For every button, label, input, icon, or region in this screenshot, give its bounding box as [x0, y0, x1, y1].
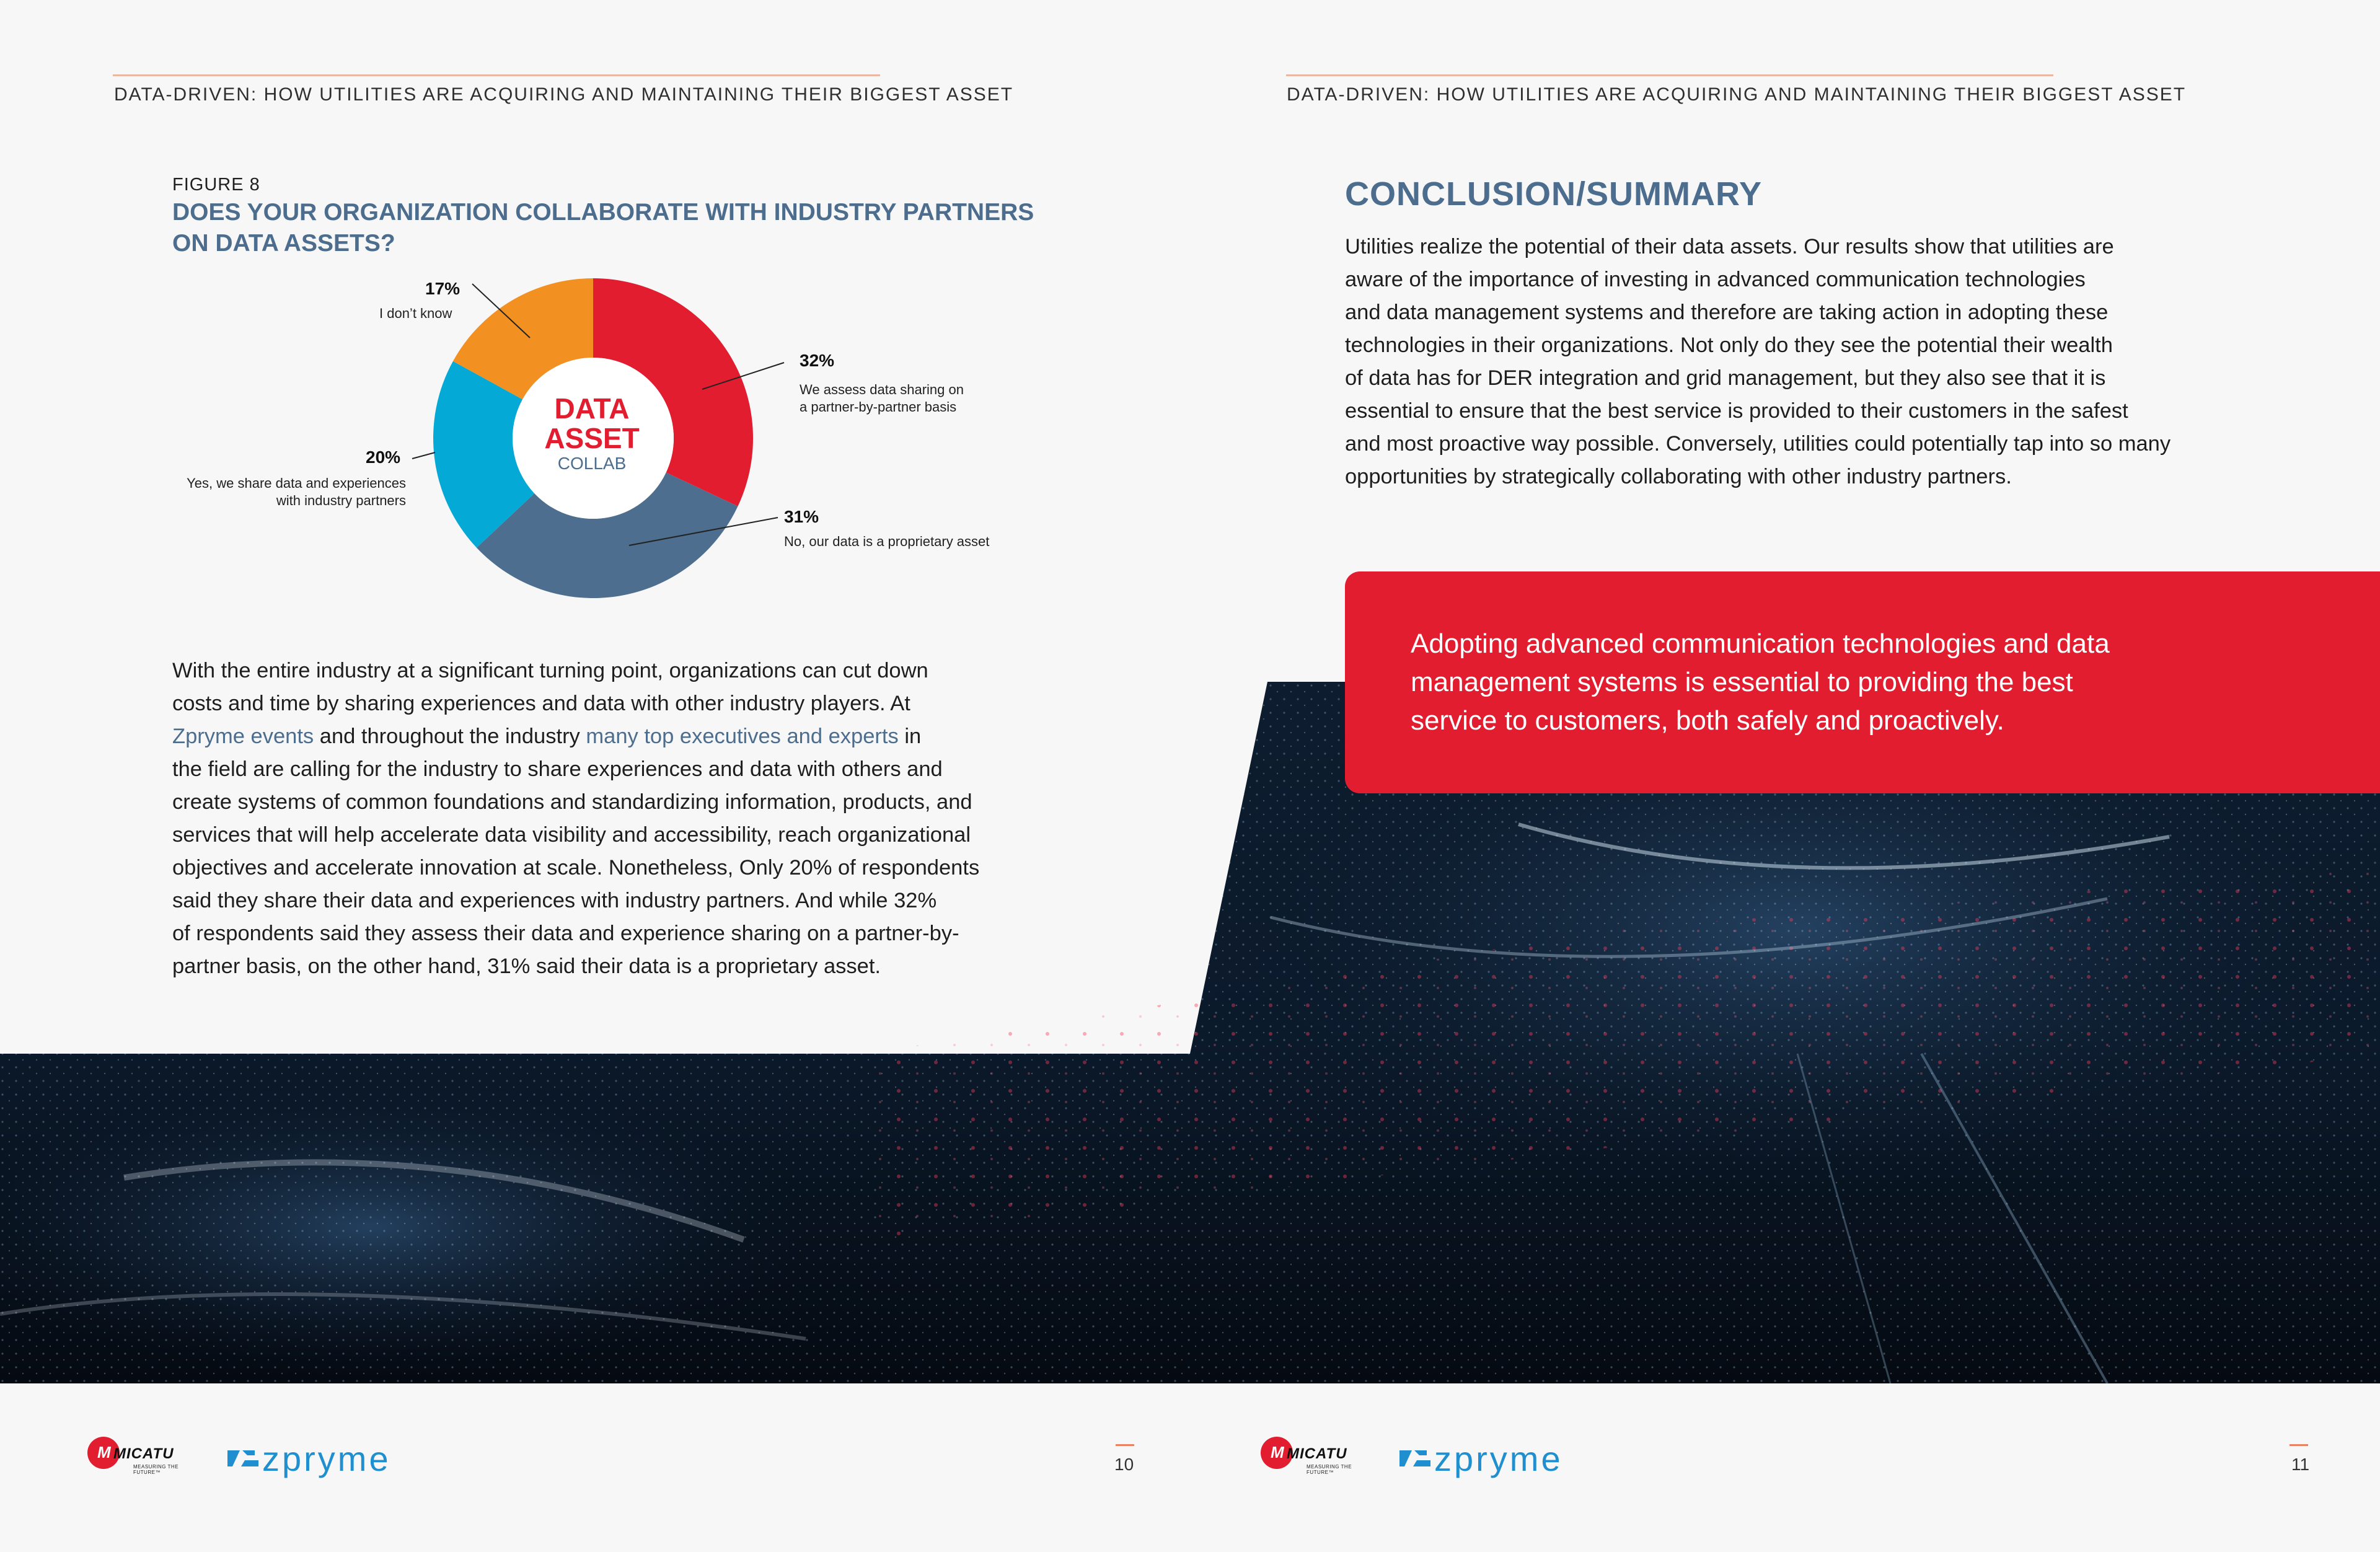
body-line: With the entire industry at a significant turning point, organizations can cut down	[172, 659, 928, 682]
body-line: and most proactive way possible. Conversely, utilities could potentially tap into so many	[1345, 432, 2171, 456]
callout-box	[1345, 571, 2380, 793]
leader-line-31	[629, 518, 778, 545]
leader-line-32	[702, 363, 784, 389]
slice-pct-20: 20%	[366, 448, 401, 467]
body-text-span: in	[898, 725, 922, 748]
body-line: of data has for DER integration and grid management, but they also see that it is	[1345, 366, 2106, 390]
callout-text	[1411, 625, 2110, 740]
micatu-wordmark: MICATU	[113, 1445, 174, 1462]
running-header-right: DATA-DRIVEN: HOW UTILITIES ARE ACQUIRING AND MAINTAINING THEIR BIGGEST ASSET	[1287, 84, 2187, 105]
body-line: essential to ensure that the best service is provided to their customers in the safest	[1345, 399, 2128, 423]
svg-text:M: M	[97, 1443, 111, 1462]
slice-label-20-line2: with industry partners	[276, 493, 406, 508]
zpryme-wordmark: zpryme	[1434, 1439, 1563, 1478]
body-line: partner basis, on the other hand, 31% said their data is a proprietary asset.	[172, 955, 881, 978]
leader-line-17	[472, 284, 530, 338]
micatu-logo-right	[1257, 1435, 1375, 1474]
figure-title: DOES YOUR ORGANIZATION COLLABORATE WITH INDUSTRY PARTNERS ON DATA ASSETS?	[172, 199, 1034, 257]
page-number-rule-left	[1116, 1444, 1134, 1446]
body-line-with-links	[172, 720, 1052, 753]
body-line: said they share their data and experiences with industry partners. And while 32%	[172, 889, 937, 912]
body-line: the field are calling for the industry to share experiences and data with others and	[172, 757, 943, 781]
zpryme-mark-icon	[227, 1448, 258, 1469]
zpryme-logo-right	[1399, 1437, 1563, 1480]
callout-line: service to customers, both safely and proactively.	[1411, 705, 2004, 736]
slice-pct-32: 32%	[800, 351, 835, 370]
donut-center-line3: COLLAB	[557, 454, 627, 473]
slice-pct-31: 31%	[784, 507, 819, 526]
zpryme-wordmark: zpryme	[262, 1439, 391, 1478]
slice-label-32	[800, 381, 964, 416]
callout-line: Adopting advanced communication technologies and data	[1411, 628, 2110, 659]
callout-line: management systems is essential to providing the best	[1411, 667, 2073, 697]
zpryme-mark-icon	[1399, 1448, 1430, 1469]
micatu-logo-left	[84, 1435, 201, 1474]
body-line: technologies in their organizations. Not only do they see the potential their wealth	[1345, 333, 2113, 357]
body-line: Utilities realize the potential of their data assets. Our results show that utilities are	[1345, 235, 2114, 258]
slice-pct-17: 17%	[425, 279, 461, 298]
figure-label: FIGURE 8	[172, 175, 260, 195]
slice-label-32-line2: a partner-by-partner basis	[800, 399, 957, 415]
body-line: and data management systems and therefore are taking action in adopting these	[1345, 301, 2109, 324]
body-line: of respondents said they assess their data and experience sharing on a partner-by-	[172, 922, 959, 945]
left-body-paragraph	[172, 655, 1052, 983]
leader-line-20	[412, 452, 435, 459]
body-line: create systems of common foundations and standardizing information, products, and	[172, 790, 972, 814]
donut-center-line2: ASSET	[544, 422, 640, 454]
body-line: aware of the importance of investing in advanced communication technologies	[1345, 268, 2086, 291]
micatu-tagline: MEASURING THE FUTURE™	[1307, 1464, 1352, 1475]
micatu-wordmark: MICATU	[1287, 1445, 1347, 1462]
header-rule-right	[1286, 74, 2053, 76]
slice-label-17: I don’t know	[379, 306, 452, 321]
zpryme-events-link[interactable]: Zpryme events	[172, 725, 314, 748]
executives-experts-link[interactable]: many top executives and experts	[586, 725, 899, 748]
micatu-tagline: MEASURING THE FUTURE™	[133, 1464, 179, 1475]
svg-text:M: M	[1271, 1443, 1284, 1462]
body-line: costs and time by sharing experiences and data with other industry players. At	[172, 692, 910, 715]
leader-lines	[0, 0, 1054, 620]
page-number-right: 11	[2291, 1455, 2310, 1474]
page-number-rule-right	[2290, 1444, 2308, 1446]
slice-label-32-line1: We assess data sharing on	[800, 382, 964, 397]
body-line: opportunities by strategically collaborating with other industry partners.	[1345, 465, 2012, 488]
body-line: objectives and accelerate innovation at scale. Nonetheless, Only 20% of respondents	[172, 856, 980, 880]
conclusion-heading: CONCLUSION/SUMMARY	[1345, 175, 1762, 213]
conclusion-paragraph	[1345, 231, 2337, 493]
page-number-left: 10	[1114, 1455, 1134, 1474]
body-line: services that will help accelerate data visibility and accessibility, reach organizational	[172, 823, 971, 847]
slice-label-20	[167, 475, 406, 509]
zpryme-logo-left	[227, 1437, 391, 1480]
slice-label-20-line1: Yes, we share data and experiences	[187, 475, 406, 491]
body-text-span: and throughout the industry	[314, 725, 586, 748]
running-header-left: DATA-DRIVEN: HOW UTILITIES ARE ACQUIRING AND MAINTAINING THEIR BIGGEST ASSET	[114, 84, 1014, 105]
slice-label-31: No, our data is a proprietary asset	[784, 534, 990, 549]
donut-center-line1: DATA	[554, 392, 630, 425]
